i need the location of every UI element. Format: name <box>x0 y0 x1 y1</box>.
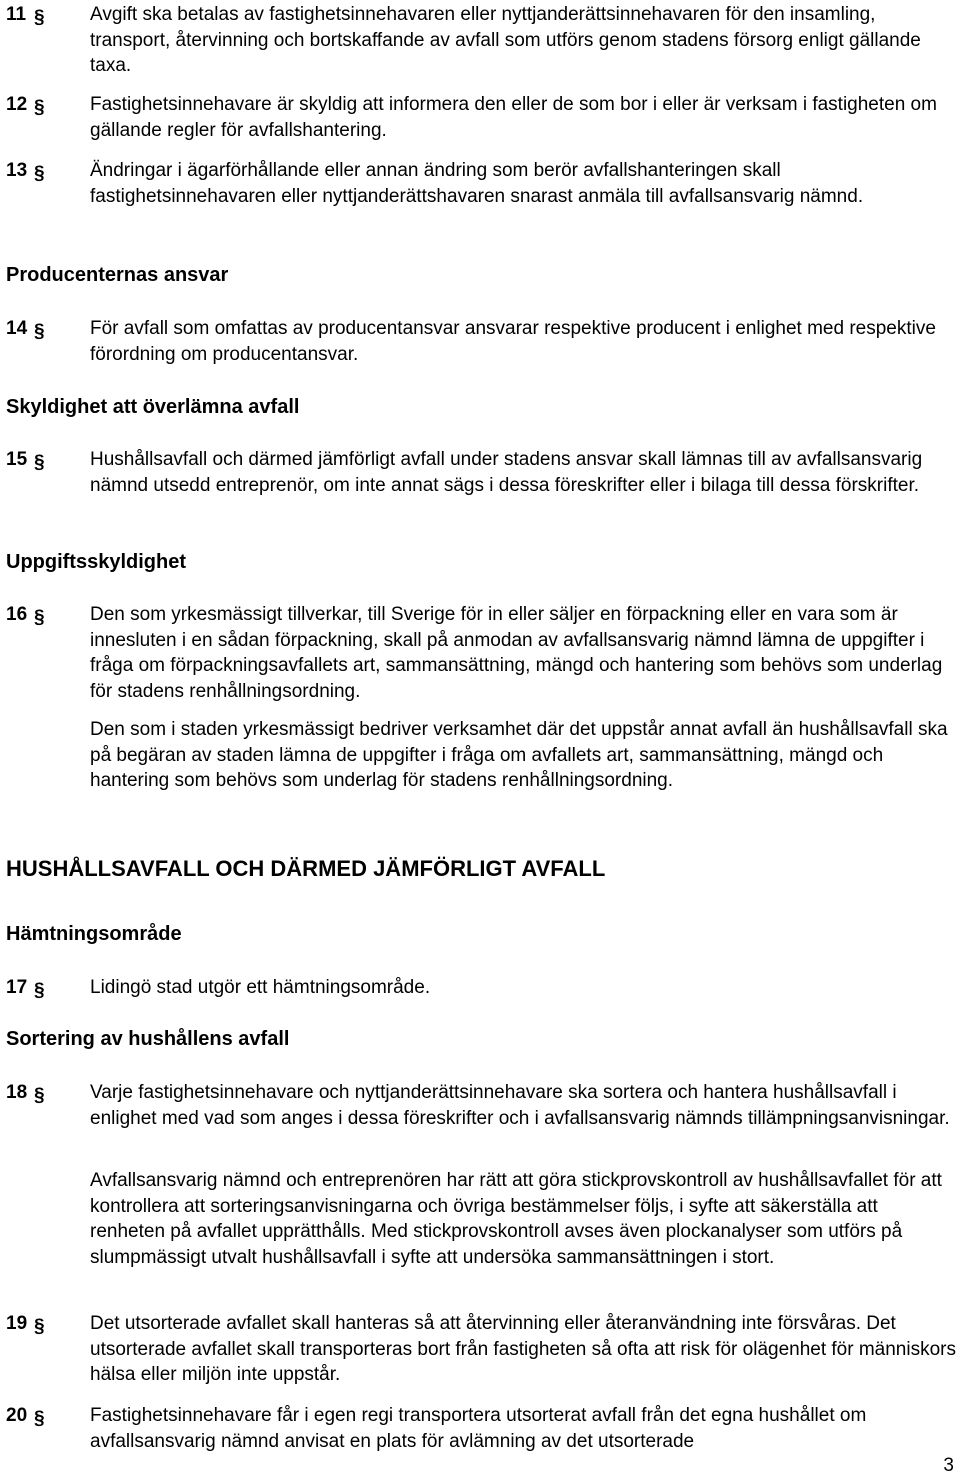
paragraph-text: Fastighetsinnehavare är skyldig att informera den eller de som bor i eller är verksam i fastigheten om gällande regler för avfallshantering. <box>90 94 937 141</box>
paragraph-text: Ändringar i ägarförhållande eller annan ändring som berör avfallshanteringen skall fastighetsinnehavaren eller nyttjanderättshavaren snarast anmäla till avfallsansvarig nämnd. <box>90 160 864 207</box>
section-symbol-icon: § <box>34 1316 45 1337</box>
section-symbol-icon: § <box>34 7 45 28</box>
heading-sortering: Sortering av hushållens avfall <box>6 1028 290 1050</box>
section-symbol-icon: § <box>34 980 45 1001</box>
section-symbol-icon: § <box>34 1085 45 1106</box>
section-symbol-icon: § <box>34 321 45 342</box>
paragraph-text: Lidingö stad utgör ett hämtningsområde. <box>90 977 431 998</box>
heading-producentansvar: Producenternas ansvar <box>6 264 229 286</box>
section-symbol-icon: § <box>34 163 45 184</box>
paragraph-text: Avgift ska betalas av fastighetsinnehavaren eller nyttjanderättsinnehavaren för den insamling, transport, återvinning och bortskaffande av avfall som utförs genom stadens försorg enligt gällande taxa. <box>90 4 921 77</box>
section-symbol-icon: § <box>34 607 45 628</box>
paragraph-number: 17 <box>6 977 28 998</box>
paragraph-text: Det utsorterade avfallet skall hanteras så att återvinning eller återanvändning inte försvåras. Det utsorterade avfallet skall transporteras bort från fastigheten så ofta att risk för olägenhet för människors hälsa eller miljön inte uppstår. <box>90 1313 956 1386</box>
paragraph-number: 13 <box>6 160 28 181</box>
paragraph-number: 15 <box>6 449 28 470</box>
paragraph-number: 14 <box>6 318 28 339</box>
paragraph-text: Den som i staden yrkesmässigt bedriver verksamhet där det uppstår annat avfall än hushållsavfall ska på begäran av staden lämna de uppgifter i fråga om avfallets art, sammansättning, mängd och hantering som behövs som underlag för stadens renhållningsordning. <box>90 719 948 792</box>
paragraph-number: 19 <box>6 1313 28 1334</box>
paragraph-number: 12 <box>6 94 28 115</box>
paragraph-text: Den som yrkesmässigt tillverkar, till Sverige för in eller säljer en förpackning eller en vara som är innesluten i en sådan förpackning, skall på anmodan av avfallsansvarig nämnd lämna de uppgifter i fråga om förpackningsavfallets art, sammansättning, mängd och hantering som behövs som underlag för stadens renhållningsordning. <box>90 604 943 702</box>
heading-hamtningsomrade: Hämtningsområde <box>6 923 182 945</box>
heading-hushallsavfall: HUSHÅLLSAVFALL OCH DÄRMED JÄMFÖRLIGT AVFALL <box>6 856 606 881</box>
paragraph-text: Avfallsansvarig nämnd och entreprenören har rätt att göra stickprovskontroll av hushållsavfallet för att kontrollera att sorteringsanvisningarna och övriga bestämmelser följs, i syfte att säkerställa att renheten på avfallet upprätthålls. Med stickprovskontroll avses även plockanalyser som utförs på slumpmässigt utvalt hushållsavfall i syfte att undersöka sammansättningen i stort. <box>90 1170 942 1268</box>
paragraph-number: 11 <box>6 4 27 25</box>
section-symbol-icon: § <box>34 452 45 473</box>
heading-uppgift: Uppgiftsskyldighet <box>6 551 187 573</box>
section-symbol-icon: § <box>34 1408 45 1429</box>
page-number: 3 <box>943 1455 954 1476</box>
paragraph-text: Hushållsavfall och därmed jämförligt avfall under stadens ansvar skall lämnas till av avfallsansvarig nämnd utsedd entreprenör, om inte annat sägs i dessa föreskrifter eller i bilaga till dessa förskrifter. <box>90 449 923 496</box>
heading-overlamna: Skyldighet att överlämna avfall <box>6 396 300 418</box>
paragraph-text: För avfall som omfattas av producentansvar ansvarar respektive producent i enlighet med respektive förordning om producentansvar. <box>90 318 936 365</box>
section-symbol-icon: § <box>34 97 45 118</box>
paragraph-number: 16 <box>6 604 28 625</box>
paragraph-number: 18 <box>6 1082 28 1103</box>
paragraph-text: Varje fastighetsinnehavare och nyttjanderättsinnehavare ska sortera och hantera hushållsavfall i enlighet med vad som anges i dessa föreskrifter och i avfallsansvarig nämnds tillämpningsanvisningar. <box>90 1082 950 1129</box>
paragraph-text: Fastighetsinnehavare får i egen regi transportera utsorterat avfall från det egna hushållet om avfallsansvarig nämnd anvisat en plats för avlämning av det utsorterade <box>90 1405 867 1452</box>
paragraph-number: 20 <box>6 1405 28 1426</box>
